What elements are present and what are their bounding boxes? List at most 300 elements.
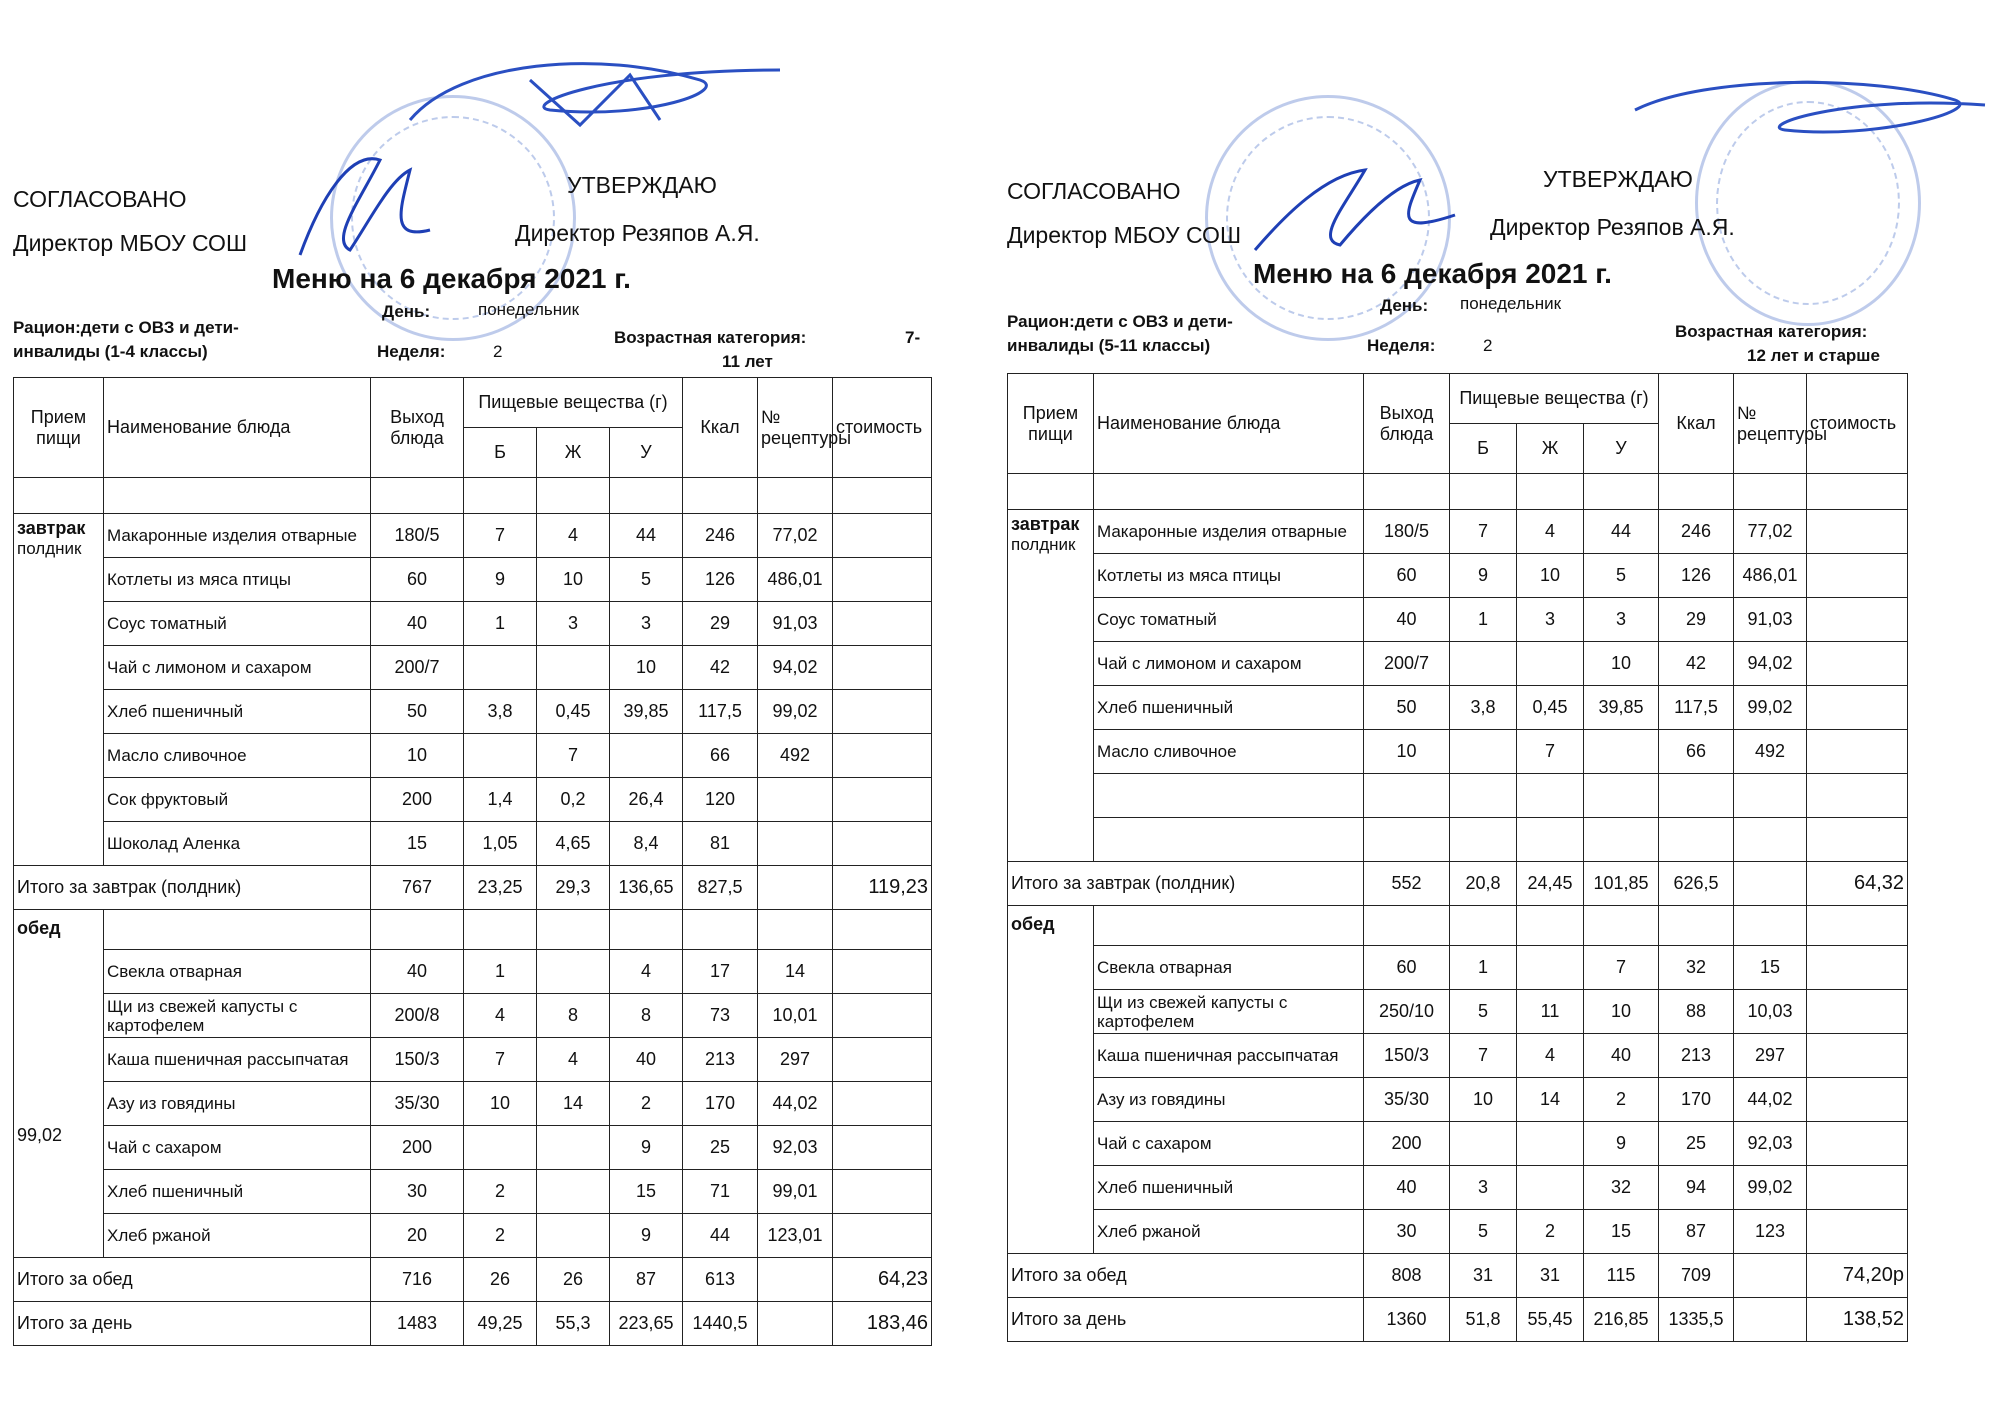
empty-cell [1659,906,1734,946]
dish-fat: 3 [1517,598,1584,642]
total-fat: 55,3 [537,1302,610,1346]
dish-fat [537,646,610,690]
header-cost: стоимость [1807,374,1908,474]
table-row [14,778,932,822]
dish-fat: 7 [537,734,610,778]
empty-cell [833,910,932,950]
dish-protein: 2 [464,1170,537,1214]
empty-cell [833,478,932,514]
empty-cell [683,910,758,950]
total-carbs: 216,85 [1584,1298,1659,1342]
dish-cost [1807,1034,1908,1078]
dish-name: Хлеб пшеничный [104,690,371,734]
dish-protein [1450,818,1517,862]
total-fat: 29,3 [537,866,610,910]
dish-fat [537,1214,610,1258]
dish-cost [1807,686,1908,730]
header-nutrients: Пищевые вещества (г) [1450,374,1659,424]
dish-fat: 14 [537,1082,610,1126]
empty-cell [758,478,833,514]
dish-cost [833,602,932,646]
week-label: Неделя: [377,342,446,361]
dish-carbs: 3 [610,602,683,646]
dish-carbs: 10 [610,646,683,690]
dish-carbs: 15 [1584,1210,1659,1254]
director-signature [1245,155,1465,265]
dish-kcal [1659,774,1734,818]
empty-cell [1008,474,1094,510]
dish-name: Азу из говядины [104,1082,371,1126]
total-fat: 26 [537,1258,610,1302]
dish-name: Чай с лимоном и сахаром [1094,642,1364,686]
total-fat: 55,45 [1517,1298,1584,1342]
total-output: 1483 [371,1302,464,1346]
dish-output [1364,818,1450,862]
breakfast-total-row [14,866,932,910]
dish-protein: 10 [1450,1078,1517,1122]
header-kcal: Ккал [683,378,758,478]
dish-output: 180/5 [371,514,464,558]
dish-name: Котлеты из мяса птицы [1094,554,1364,598]
table-row [14,646,932,690]
dish-cost [833,690,932,734]
age-category-label: Возрастная категория: [1675,322,1868,341]
header-carbs: У [1584,424,1659,474]
dish-output: 10 [1364,730,1450,774]
dish-kcal: 213 [683,1038,758,1082]
meal-snack-label: полдник [1011,535,1076,554]
right-menu-page [995,0,1985,1401]
dish-carbs: 40 [1584,1034,1659,1078]
dish-kcal: 71 [683,1170,758,1214]
table-row [1008,510,1908,554]
day-value: понедельник [1460,294,1562,313]
day-total-row [14,1302,932,1346]
total-protein: 26 [464,1258,537,1302]
dish-fat [1517,1166,1584,1210]
total-output: 767 [371,866,464,910]
table-row [14,1170,932,1214]
approve-label: УТВЕРЖДАЮ [567,172,717,198]
dish-carbs: 8 [610,994,683,1038]
dish-recipe: 99,02 [1734,1166,1807,1210]
table-row [1008,818,1908,862]
dish-recipe [758,822,833,866]
header-carbs: У [610,428,683,478]
total-protein: 49,25 [464,1302,537,1346]
empty-cell [683,478,758,514]
dish-kcal: 170 [1659,1078,1734,1122]
dish-protein: 4 [464,994,537,1038]
dish-recipe: 99,02 [1734,686,1807,730]
dish-recipe: 492 [1734,730,1807,774]
table-row [1008,774,1908,818]
dish-kcal: 73 [683,994,758,1038]
dish-kcal: 120 [683,778,758,822]
total-recipe [1734,1254,1807,1298]
dish-name: Щи из свежей капусты с картофелем [104,994,371,1038]
dish-carbs: 26,4 [610,778,683,822]
age-category-label: Возрастная категория: [614,328,807,347]
empty-cell [1450,474,1517,510]
empty-cell [610,910,683,950]
dish-recipe: 10,01 [758,994,833,1038]
empty-cell [1450,906,1517,946]
header-output: Выход блюда [371,378,464,478]
empty-cell [1659,474,1734,510]
total-cost: 64,23 [833,1258,932,1302]
dish-cost [1807,1078,1908,1122]
meal-breakfast-label: завтрак [17,518,86,538]
dish-output: 150/3 [371,1038,464,1082]
dish-protein: 10 [464,1082,537,1126]
dish-protein: 3,8 [464,690,537,734]
dish-carbs: 15 [610,1170,683,1214]
dish-kcal: 66 [683,734,758,778]
dish-name: Хлеб пшеничный [1094,686,1364,730]
dish-carbs: 5 [610,558,683,602]
dish-fat [537,1126,610,1170]
dish-carbs: 8,4 [610,822,683,866]
dish-cost [1807,510,1908,554]
total-cost: 64,32 [1807,862,1908,906]
dish-kcal: 88 [1659,990,1734,1034]
header-protein: Б [1450,424,1517,474]
dish-recipe: 94,02 [758,646,833,690]
dish-carbs: 9 [610,1126,683,1170]
dish-protein: 1,05 [464,822,537,866]
dish-output: 30 [1364,1210,1450,1254]
dish-kcal: 117,5 [1659,686,1734,730]
table-row [14,1126,932,1170]
dish-carbs: 10 [1584,990,1659,1034]
dish-recipe: 297 [758,1038,833,1082]
dish-fat: 10 [1517,554,1584,598]
header-recipe: № рецептуры [758,378,833,478]
dish-fat: 4,65 [537,822,610,866]
total-protein: 51,8 [1450,1298,1517,1342]
table-row [14,602,932,646]
dish-fat: 8 [537,994,610,1038]
dish-name: Каша пшеничная рассыпчатая [104,1038,371,1082]
dish-cost [833,822,932,866]
dish-cost [1807,1166,1908,1210]
total-kcal: 626,5 [1659,862,1734,906]
dish-protein: 7 [464,1038,537,1082]
dish-name: Масло сливочное [104,734,371,778]
dish-output: 40 [1364,1166,1450,1210]
total-label: Итого за обед [14,1258,371,1302]
dish-fat [537,950,610,994]
dish-recipe: 14 [758,950,833,994]
dish-output: 40 [371,950,464,994]
empty-cell [14,478,104,514]
dish-recipe: 123,01 [758,1214,833,1258]
total-label: Итого за день [1008,1298,1364,1342]
dish-kcal: 246 [683,514,758,558]
dish-kcal: 25 [683,1126,758,1170]
meal-lunch-label: обед [17,918,61,938]
dish-name: Каша пшеничная рассыпчатая [1094,1034,1364,1078]
dish-fat [1517,1122,1584,1166]
dish-output: 20 [371,1214,464,1258]
dish-output: 40 [371,602,464,646]
dish-cost [833,1082,932,1126]
table-row [1008,990,1908,1034]
dish-protein: 3 [1450,1166,1517,1210]
empty-cell [610,478,683,514]
dish-name: Макаронные изделия отварные [1094,510,1364,554]
dish-fat: 4 [537,514,610,558]
total-protein: 31 [1450,1254,1517,1298]
empty-cell [1807,474,1908,510]
table-row [1008,1078,1908,1122]
dish-kcal: 126 [1659,554,1734,598]
dish-fat: 7 [1517,730,1584,774]
dish-cost [833,734,932,778]
dish-cost [833,778,932,822]
dish-fat: 11 [1517,990,1584,1034]
meal-lunch-note: 99,02 [17,1125,63,1145]
total-cost: 74,20р [1807,1254,1908,1298]
dish-name: Свекла отварная [1094,946,1364,990]
dish-carbs: 5 [1584,554,1659,598]
meal-cell-breakfast [1008,510,1094,862]
dish-name: Хлеб пшеничный [1094,1166,1364,1210]
dish-fat: 4 [537,1038,610,1082]
dish-output: 35/30 [1364,1078,1450,1122]
dish-recipe: 15 [1734,946,1807,990]
menu-table [13,377,932,1346]
dish-protein: 1 [1450,946,1517,990]
dish-kcal [1659,818,1734,862]
page-title: Меню на 6 декабря 2021 г. [1253,258,1612,289]
empty-cell [1734,474,1807,510]
dish-recipe [1734,818,1807,862]
empty-cell [1517,474,1584,510]
dish-recipe: 99,01 [758,1170,833,1214]
dish-recipe: 92,03 [1734,1122,1807,1166]
dish-recipe: 77,02 [1734,510,1807,554]
dish-cost [1807,946,1908,990]
dish-kcal: 42 [1659,642,1734,686]
empty-cell [464,478,537,514]
menu-table [1007,373,1908,1342]
dish-carbs [610,734,683,778]
dish-protein: 1 [1450,598,1517,642]
dish-protein [1450,642,1517,686]
total-carbs: 136,65 [610,866,683,910]
dish-name: Сок фруктовый [104,778,371,822]
dish-protein [464,646,537,690]
director-school-label: Директор МБОУ СОШ [13,230,248,256]
dish-name: Чай с сахаром [1094,1122,1364,1166]
table-row [14,1214,932,1258]
total-carbs: 115 [1584,1254,1659,1298]
dish-carbs: 2 [610,1082,683,1126]
age-category-value-b: 12 лет и старше [1747,346,1880,365]
breakfast-total-row [1008,862,1908,906]
header-cost: стоимость [833,378,932,478]
dish-recipe: 99,02 [758,690,833,734]
spacer-row [1008,474,1908,510]
dish-cost [1807,642,1908,686]
table-row [14,1082,932,1126]
age-category-value-a: 7- [905,328,921,347]
agreed-label: СОГЛАСОВАНО [1007,178,1181,204]
dish-output: 250/10 [1364,990,1450,1034]
dish-carbs: 32 [1584,1166,1659,1210]
director-signature-top [1625,70,1995,170]
dish-kcal: 170 [683,1082,758,1126]
dish-cost [1807,554,1908,598]
table-row [14,994,932,1038]
dish-output: 15 [371,822,464,866]
dish-recipe: 492 [758,734,833,778]
total-cost: 183,46 [833,1302,932,1346]
table-row [1008,642,1908,686]
dish-name: Макаронные изделия отварные [104,514,371,558]
dish-fat [1517,946,1584,990]
dish-carbs: 3 [1584,598,1659,642]
header-protein: Б [464,428,537,478]
header-dish: Наименование блюда [1094,374,1364,474]
table-row [1008,554,1908,598]
dish-kcal: 32 [1659,946,1734,990]
dish-protein: 1 [464,950,537,994]
dish-recipe: 123 [1734,1210,1807,1254]
ration-label: Рацион:дети с ОВЗ и дети-инвалиды (5-11 классы) [1007,312,1233,355]
table-row [14,734,932,778]
director-name: Директор Резяпов А.Я. [1490,214,1735,240]
empty-cell [1364,474,1450,510]
dish-output: 40 [1364,598,1450,642]
dish-output: 50 [371,690,464,734]
empty-cell [371,910,464,950]
dish-fat: 4 [1517,1034,1584,1078]
total-recipe [1734,1298,1807,1342]
dish-fat: 10 [537,558,610,602]
total-recipe [758,1258,833,1302]
header-nutrients: Пищевые вещества (г) [464,378,683,428]
header-meal: Прием пищи [14,378,104,478]
dish-kcal: 29 [683,602,758,646]
dish-protein: 2 [464,1214,537,1258]
total-kcal: 709 [1659,1254,1734,1298]
table-row [1008,946,1908,990]
empty-cell [537,910,610,950]
dish-carbs: 39,85 [1584,686,1659,730]
total-carbs: 101,85 [1584,862,1659,906]
dish-kcal: 94 [1659,1166,1734,1210]
dish-name: Масло сливочное [1094,730,1364,774]
dish-cost [833,514,932,558]
dish-carbs: 39,85 [610,690,683,734]
dish-protein: 7 [464,514,537,558]
dish-carbs [1584,818,1659,862]
day-label: День: [1380,296,1429,315]
dish-recipe: 94,02 [1734,642,1807,686]
dish-output [1364,774,1450,818]
agreed-label: СОГЛАСОВАНО [13,186,187,212]
week-label: Неделя: [1367,336,1436,355]
dish-cost [833,950,932,994]
dish-kcal: 126 [683,558,758,602]
dish-name: Хлеб ржаной [1094,1210,1364,1254]
dish-name: Хлеб ржаной [104,1214,371,1258]
empty-cell [371,478,464,514]
lunch-header-row [1008,906,1908,946]
dish-recipe: 44,02 [758,1082,833,1126]
menu-body [1008,474,1908,1342]
day-total-row [1008,1298,1908,1342]
table-row [1008,1166,1908,1210]
total-fat: 24,45 [1517,862,1584,906]
dish-cost [1807,990,1908,1034]
table-row [14,950,932,994]
total-label: Итого за день [14,1302,371,1346]
left-menu-page [0,0,990,1401]
dish-kcal: 44 [683,1214,758,1258]
empty-cell [464,910,537,950]
menu-body [14,478,932,1346]
dish-protein [464,734,537,778]
dish-fat [537,1170,610,1214]
dish-kcal: 66 [1659,730,1734,774]
dish-recipe: 486,01 [758,558,833,602]
dish-fat: 4 [1517,510,1584,554]
dish-carbs: 10 [1584,642,1659,686]
dish-cost [833,1214,932,1258]
total-carbs: 87 [610,1258,683,1302]
approve-label: УТВЕРЖДАЮ [1543,166,1693,192]
dish-name: Хлеб пшеничный [104,1170,371,1214]
dish-kcal: 87 [1659,1210,1734,1254]
table-row [14,822,932,866]
total-kcal: 1440,5 [683,1302,758,1346]
dish-output: 50 [1364,686,1450,730]
dish-output: 200/7 [371,646,464,690]
dish-carbs: 9 [610,1214,683,1258]
dish-cost [833,994,932,1038]
dish-carbs: 4 [610,950,683,994]
dish-recipe: 91,03 [1734,598,1807,642]
dish-protein: 1 [464,602,537,646]
total-label: Итого за обед [1008,1254,1364,1298]
dish-name: Чай с сахаром [104,1126,371,1170]
dish-protein: 9 [1450,554,1517,598]
dish-recipe: 10,03 [1734,990,1807,1034]
total-kcal: 827,5 [683,866,758,910]
meal-cell-breakfast [14,514,104,866]
dish-output: 180/5 [1364,510,1450,554]
dish-cost [1807,730,1908,774]
dish-kcal: 117,5 [683,690,758,734]
dish-cost [833,1038,932,1082]
dish-cost [1807,1210,1908,1254]
dish-name: Щи из свежей капусты с картофелем [1094,990,1364,1034]
table-row [1008,1122,1908,1166]
dish-fat: 2 [1517,1210,1584,1254]
dish-fat: 14 [1517,1078,1584,1122]
table-row [1008,598,1908,642]
dish-recipe [758,778,833,822]
total-protein: 20,8 [1450,862,1517,906]
header-kcal: Ккал [1659,374,1734,474]
dish-name [1094,774,1364,818]
dish-protein: 7 [1450,510,1517,554]
table-row [14,690,932,734]
